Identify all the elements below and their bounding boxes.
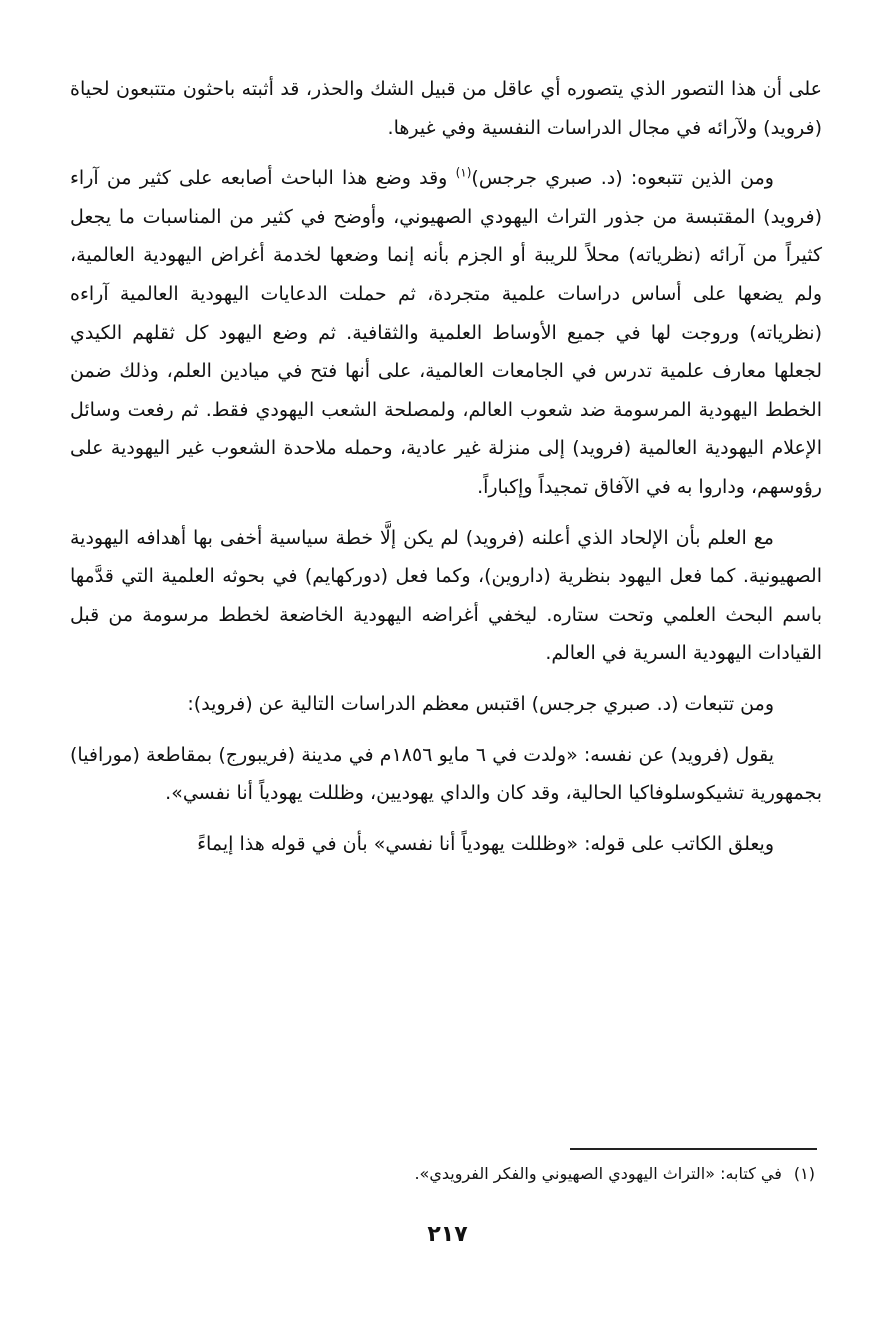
footnote [70, 1160, 815, 1188]
paragraph: يقول (فرويد) عن نفسه: «ولدت في ٦ مايو ١٨٥٦م في مدينة (فريبورج) بمقاطعة (مورافيا) بجمهورية تشيكوسلوفاكيا الحالية، وقد كان والداي يهوديين، وظللت يهودياً أنا نفسي». [70, 743, 822, 805]
paragraph: ويعلق الكاتب على قوله: «وظللت يهودياً أنا نفسي» بأن في قوله هذا إيماءً [197, 832, 774, 855]
paragraph: مع العلم بأن الإلحاد الذي أعلنه (فرويد) لم يكن إلَّا خطة سياسية أخفى بها أهدافه اليهودية الصهيونية. كما فعل اليهود بنظرية (داروين)، وكما فعل (دوركهايم) في بحوثه العلمية التي قدَّمها باسم البحث العلمي وتحت ستاره. ليخفي أغراضه اليهودية الخاضعة لخطط مرسومة من قبل القيادات اليهودية السرية في العالم. [70, 526, 822, 665]
footnote-number: (١) [793, 1164, 815, 1183]
paragraph: على أن هذا التصور الذي يتصوره أي عاقل من قبيل الشك والحذر، قد أثبته باحثون متتبعون لحياة (فرويد) ولآرائه في مجال الدراسات النفسية وفي غيرها. [70, 78, 822, 139]
paragraph-text-start: ومن الذين تتبعوه: (د. صبري جرجس) [471, 167, 774, 190]
footnote-divider [570, 1148, 817, 1150]
paragraph: ومن تتبعات (د. صبري جرجس) اقتبس معظم الدراسات التالية عن (فرويد): [187, 692, 774, 715]
paragraph [70, 159, 822, 506]
paragraph-text-rest: وقد وضع هذا الباحث أصابعه على كثير من آراء (فرويد) المقتبسة من جذور التراث اليهودي الصهيوني، وأوضح في كثير من المناسبات ما يجعل كثيراً من آرائه (نظرياته) محلاً للريبة أو الجزم بأنه إنما وضعها لخدمة أغراض اليهودية العالمية، ولم يضعها على أساس دراسات علمية متجردة، ثم حملت الدعايات اليهودية العالمية آراءه (نظرياته) وروجت لها في جميع الأوساط العلمية والثقافية. ثم وضع اليهود كل ثقلهم الكيدي لجعلها معارف علمية تدرس في الجامعات العالمية، على أنها فتح في ميادين العلم، وذلك ضمن الخطط اليهودية المرسومة ضد شعوب العالم، ولمصلحة الشعب اليهودي فقط. ثم رفعت وسائل الإعلام اليهودية العالمية (فرويد) إلى منزلة غير عادية، وحمله ملاحدة الشعوب غير اليهودية على رؤوسهم، وداروا به في الآفاق تمجيداً وإكباراً. [70, 167, 822, 498]
body-text [70, 70, 822, 875]
footnote-reference: (١) [455, 165, 472, 180]
page-number: ٢١٧ [427, 1222, 468, 1247]
footnote-text: في كتابه: «التراث اليهودي الصهيوني والفكر الفرويدي». [414, 1164, 782, 1183]
